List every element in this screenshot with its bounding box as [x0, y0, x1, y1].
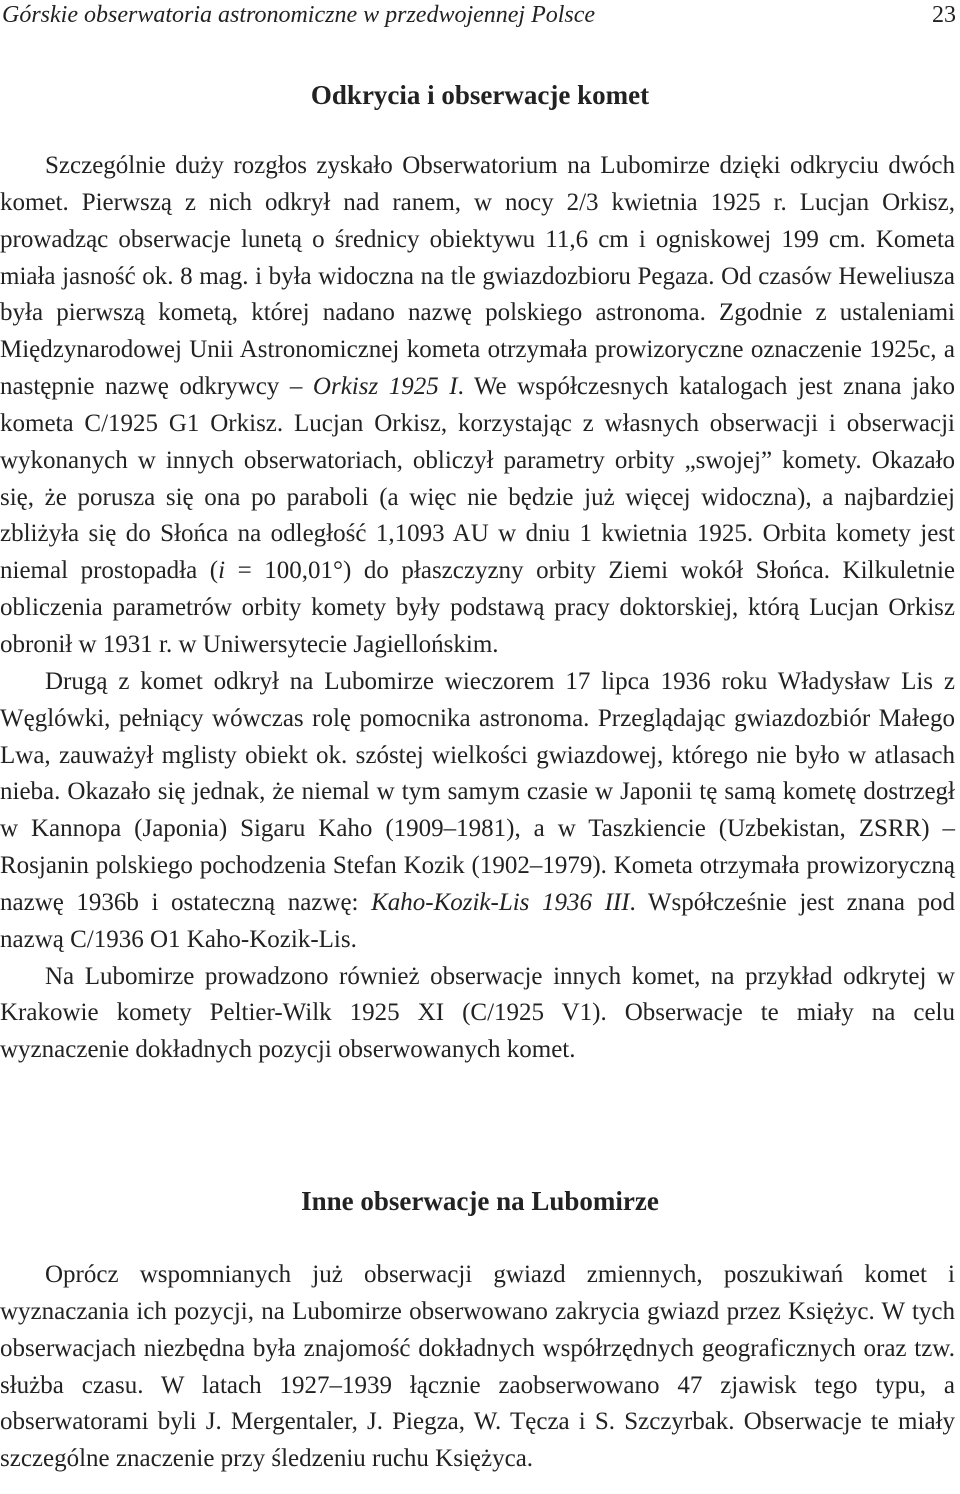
text-run: Szczególnie duży rozgłos zyskało Obserwatorium na Lubomirze dzięki odkryciu dwóch komet. Pierwszą z nich odkrył nad ranem, w nocy 2/3 kwietnia 1925 r. Lucjan Orkisz, prowadząc obserwacje lunetą o średnicy obiektywu 11,6 cm i ogniskowej 199 cm. Kometa miała jasność ok. 8 mag. i była widoczna na tle gwiazdozbioru Pegaza. Od czasów Heweliusza była pierwszą kometą, której nadano nazwę polskiego astronoma. Zgodnie z ustaleniami Międzynarodowej Unii Astronomicznej kometa otrzymała prowizoryczne oznaczenie 1925c, a następnie nazwę odkrywcy – [0, 152, 955, 401]
text-run: Drugą z komet odkrył na Lubomirze wieczorem 17 lipca 1936 roku Władysław Lis z Węglówki, pełniący wówczas rolę pomocnika astronoma. Przeglądając gwiazdozbiór Małego Lwa, zauważył mglisty obiekt ok. szóstej wielkości gwiazdowej, którego nie było w atlasach nieba. Okazało się jednak, że niemal w tym samym czasie w Japonii tę samą kometę dostrzegł w Kannopa (Japonia) Sigaru Kaho (1909–1981), a w Taszkiencie (Uzbekistan, ZSRR) – Rosjanin polskiego pochodzenia Stefan Kozik (1902–1979). Kometa otrzymała prowizoryczną nazwę 1936b i ostateczną nazwę: [0, 667, 955, 916]
paragraph [0, 1257, 955, 1478]
running-header [0, 0, 960, 30]
paragraph [0, 664, 955, 959]
section-other-observations [0, 1183, 960, 1478]
paragraph [0, 148, 955, 664]
text-run: . We współczesnych katalogach jest znana jako kometa C/1925 G1 Orkisz. Lucjan Orkisz, korzystając z własnych obserwacji i obserwacji wykonanych w innych obserwatoriach, obliczył parametry orbity „swojej” komety. Okazało się, że porusza się ona po paraboli (a więc nie będzie już więcej widoczna), a najbardziej zbliżyła się do Słońca na odległość 1,1093 AU w dniu 1 kwietnia 1925. Orbita komety jest niemal prostopadła ( [0, 373, 956, 585]
comet-name-italic: Kaho-Kozik-Lis 1936 III [371, 888, 630, 916]
section-heading: Inne obserwacje na Lubomirze [301, 1186, 659, 1216]
text-run: . Współcześnie jest znana pod nazwą C/1936 O1 Kaho-Kozik-Lis. [0, 888, 955, 953]
text-run: = 100,01°) do płaszczyzny orbity Ziemi wokół Słońca. Kilkuletnie obliczenia parametrów orbity komety były podstawą pracy doktorskiej, którą Lucjan Orkisz obronił w 1931 r. w Uniwersytecie Jagiellońskim. [0, 557, 955, 658]
section-body [0, 148, 955, 1069]
inclination-symbol: i [218, 557, 226, 585]
text-run: Oprócz wspomnianych już obserwacji gwiazd zmiennych, poszukiwań komet i wyznaczania ich pozycji, na Lubomirze obserwowano zakrycia gwiazd przez Księżyc. W tych obserwacjach niezbędna była znajomość dokładnych współrzędnych geograficznych oraz tzw. służba czasu. W latach 1927–1939 łącznie zaobserwowano 47 zjawisk tego typu, a obserwatorami byli J. Mergentaler, J. Piegza, W. Tęcza i S. Szczyrbak. Obserwacje te miały szczególne znaczenie przy śledzeniu ruchu Księżyca. [0, 1261, 955, 1473]
text-run: Na Lubomirze prowadzono również obserwacje innych komet, na przykład odkrytej w Krakowie komety Peltier-Wilk 1925 XI (C/1925 V1). Obserwacje te miały na celu wyznaczenie dokładnych pozycji obserwowanych komet. [0, 962, 955, 1064]
section-body [0, 1257, 955, 1478]
comet-name-italic: Orkisz 1925 I [312, 373, 458, 401]
section-comet-discoveries [0, 77, 960, 1069]
running-title: Górskie obserwatoria astronomiczne w przedwojennej Polsce [2, 2, 596, 28]
section-heading: Odkrycia i obserwacje komet [310, 80, 650, 110]
page-number: 23 [932, 2, 956, 28]
paragraph [0, 959, 955, 1070]
